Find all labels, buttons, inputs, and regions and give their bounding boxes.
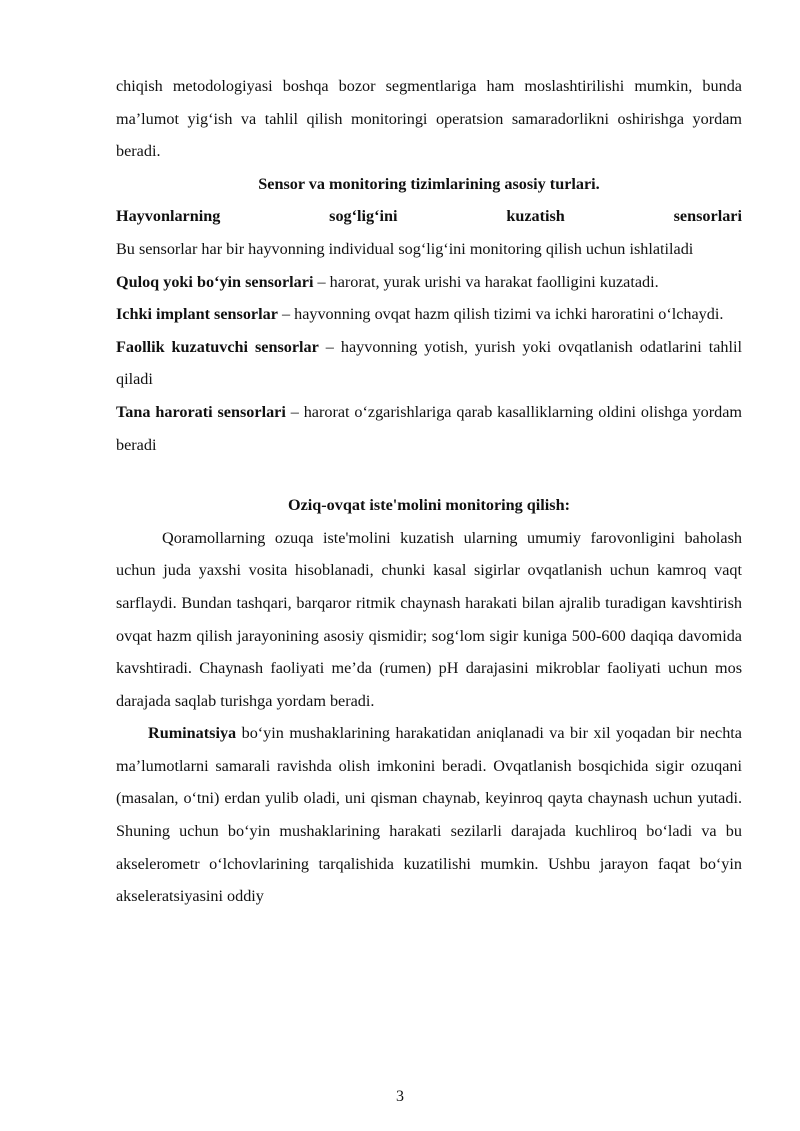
rumination-text: bo‘yin mushaklarining harakatidan aniqlanadi va bir xil yoqadan bir nechta ma’lumotlarni samarali ravishda olish imkonini beradi. Ovqatlanish bosqichida sigir ozuqani (masalan, o‘tni) erdan yulib oladi, uni qisman chaynab, keyinroq qayta chaynash uchun yutadi. Shuning uchun bo‘yin mushaklarining harakati sezilarli darajada kuchliroq bo‘ladi va bu akselerometr o‘lchovlarining tarqalishida kuzatilishi mumkin. Ushbu jarayon faqat bo‘yin akseleratsiyasini oddiy	[116, 724, 742, 906]
sensor-item-body-temperature	[116, 396, 742, 461]
sensor-desc: – hayvonning yotish, yurish yoki ovqatlanish odatlarini tahlil qiladi	[116, 337, 742, 389]
health-sensors-description: Bu sensorlar har bir hayvonning individual sog‘lig‘ini monitoring qilish uchun ishlatiladi	[116, 239, 694, 258]
page-body	[116, 70, 742, 913]
heading-word: sog‘lig‘ini	[329, 207, 398, 226]
feed-monitoring-paragraph: Qoramollarning ozuqa iste'molini kuzatish ularning umumiy farovonligini baholash uchun juda yaxshi vosita hisoblanadi, chunki kasal sigirlar ovqatlanish uchun kamroq vaqt sarflaydi. Bundan tashqari, barqaror ritmik chaynash harakati bilan ajralib turadigan kavshtirish ovqat hazm qilish jarayonining asosiy qismidir; sog‘lom sigir kuniga 500-600 daqiqa davomida kavshtiradi. Chaynash faoliyati me’da (rumen) pH darajasini mikroblar faoliyati uchun mos darajada saqlab turishga yordam beradi.	[116, 528, 742, 710]
page-number: 3	[396, 1088, 404, 1105]
sensor-item-ear-neck	[116, 266, 742, 299]
heading-word: Hayvonlarning	[116, 207, 221, 226]
sensor-term: Faollik kuzatuvchi sensorlar	[116, 337, 319, 356]
section-title-sensor-types: Sensor va monitoring tizimlarining asosiy turlari.	[258, 174, 600, 193]
rumination-term: Ruminatsiya	[148, 724, 237, 743]
heading-word: sensorlari	[673, 207, 742, 226]
sensor-term: Quloq yoki bo‘yin sensorlari	[116, 272, 314, 291]
sensor-item-implant	[116, 298, 742, 331]
sensor-desc: – harorat o‘zgarishlariga qarab kasalliklarning oldini olishga yordam beradi	[116, 402, 742, 454]
health-sensors-heading	[116, 200, 742, 233]
section-gap	[116, 461, 742, 489]
rumination-paragraph	[116, 717, 742, 913]
sensor-item-activity	[116, 331, 742, 396]
intro-paragraph: chiqish metodologiyasi boshqa bozor segmentlariga ham moslashtirilishi mumkin, bunda ma’lumot yig‘ish va tahlil qilish monitoringi operatsion samaradorlikni oshirishga yordam beradi.	[116, 77, 742, 161]
sensor-term: Ichki implant sensorlar	[116, 305, 278, 324]
sensor-desc: – harorat, yurak urishi va harakat faolligini kuzatadi.	[313, 272, 659, 291]
sensor-term: Tana harorati sensorlari	[116, 402, 286, 421]
sensor-desc: – hayvonning ovqat hazm qilish tizimi va ichki haroratini o‘lchaydi.	[277, 305, 724, 324]
section-title-feed-monitoring: Oziq-ovqat iste'molini monitoring qilish:	[288, 496, 570, 515]
heading-word: kuzatish	[506, 207, 565, 226]
